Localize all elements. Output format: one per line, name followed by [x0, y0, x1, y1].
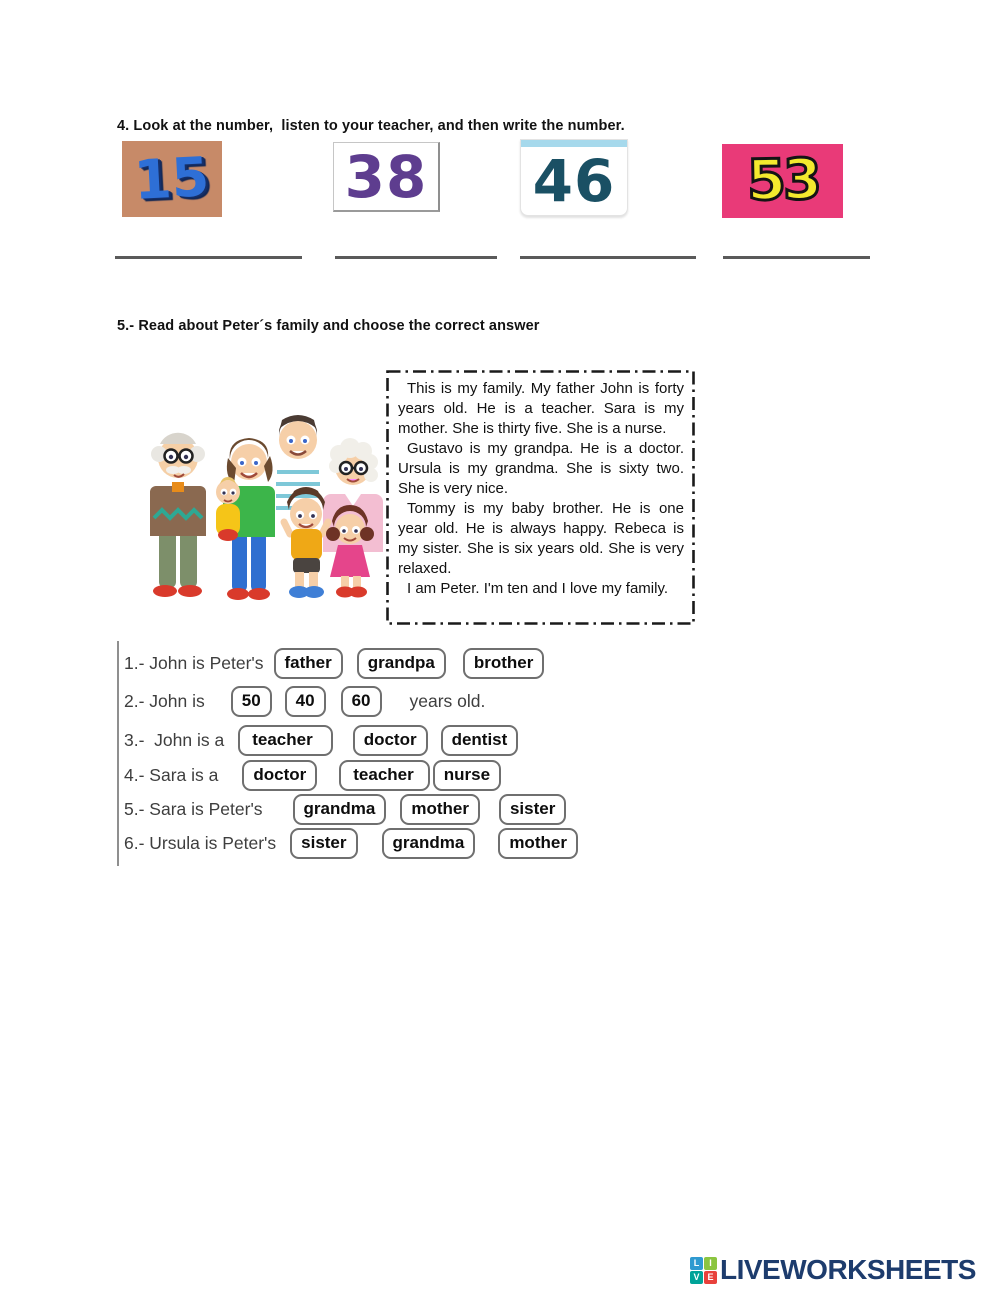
answer-line-4[interactable]	[723, 256, 870, 259]
option-brother[interactable]: brother	[463, 648, 545, 679]
option-nurse[interactable]: nurse	[433, 760, 501, 791]
option-grandma[interactable]: grandma	[293, 794, 387, 825]
option-teacher[interactable]: teacher	[339, 760, 429, 791]
option-doctor[interactable]: doctor	[242, 760, 317, 791]
brand-name: LIVEWORKSHEETS	[720, 1254, 976, 1285]
option-40[interactable]: 40	[285, 686, 326, 717]
answer-line-2[interactable]	[335, 256, 497, 259]
number-card-46	[520, 139, 628, 216]
option-60[interactable]: 60	[341, 686, 382, 717]
baby-figure	[216, 477, 240, 541]
option-teacher[interactable]: teacher	[238, 725, 332, 756]
grandpa-figure	[150, 433, 206, 597]
logo-square-l: L	[690, 1257, 703, 1270]
option-grandpa[interactable]: grandpa	[357, 648, 446, 679]
option-father[interactable]: father	[274, 648, 343, 679]
question-2	[124, 684, 485, 718]
passage-paragraph: I am Peter. I'm ten and I love my family.	[407, 580, 669, 597]
option-doctor[interactable]: doctor	[353, 725, 428, 756]
option-sister[interactable]: sister	[499, 794, 566, 825]
passage-paragraph: Tommy is my baby brother. He is one year old. He is always happy. Rebeca is my sister. She is six years old. She is very relaxed.	[398, 500, 684, 577]
liveworksheets-icon	[690, 1257, 717, 1284]
reading-passage	[386, 370, 695, 625]
number-38: 38	[344, 142, 428, 211]
liveworksheets-logo[interactable]	[690, 1254, 976, 1286]
question-4-label: 4.- Sara is a	[124, 764, 219, 785]
passage-paragraph: Gustavo is my grandpa. He is a doctor. Ursula is my grandma. She is sixty two. She is very nice.	[398, 440, 684, 497]
option-dentist[interactable]: dentist	[441, 725, 519, 756]
logo-square-e: E	[704, 1271, 717, 1284]
number-card-53	[722, 144, 843, 218]
option-grandma[interactable]: grandma	[382, 828, 476, 859]
answer-line-1[interactable]	[115, 256, 302, 259]
exercise5-title: 5.- Read about Peter´s family and choose the correct answer	[117, 318, 540, 334]
option-mother[interactable]: mother	[498, 828, 578, 859]
passage-paragraph: This is my family. My father John is forty years old. He is a teacher. Sara is my mother. She is thirty five. She is a nurse.	[398, 380, 684, 437]
question-6-label: 6.- Ursula is Peter's	[124, 832, 277, 853]
option-mother[interactable]: mother	[400, 794, 480, 825]
question-3-label: 3.- John is a	[124, 729, 225, 750]
question-1	[124, 646, 544, 680]
question-1-label: 1.- John is Peter's	[124, 652, 264, 673]
exercise4-title: 4. Look at the number, listen to your teacher, and then write the number.	[117, 118, 625, 134]
number-15: 15	[132, 145, 212, 212]
logo-square-i: I	[704, 1257, 717, 1270]
family-illustration	[132, 382, 384, 614]
questions-left-rule	[117, 641, 119, 866]
number-card-15	[122, 141, 222, 217]
option-50[interactable]: 50	[231, 686, 272, 717]
question-4	[124, 758, 501, 792]
option-sister[interactable]: sister	[290, 828, 357, 859]
number-53: 53	[745, 147, 820, 214]
logo-square-v: V	[690, 1271, 703, 1284]
question-2-suffix: years old.	[409, 690, 486, 711]
answer-line-3[interactable]	[520, 256, 696, 259]
question-3	[124, 723, 518, 757]
question-5-label: 5.- Sara is Peter's	[124, 798, 263, 819]
number-46: 46	[532, 146, 616, 215]
question-5	[124, 792, 566, 826]
number-card-38	[333, 142, 440, 212]
question-6	[124, 826, 578, 860]
question-2-label: 2.- John is	[124, 690, 205, 711]
